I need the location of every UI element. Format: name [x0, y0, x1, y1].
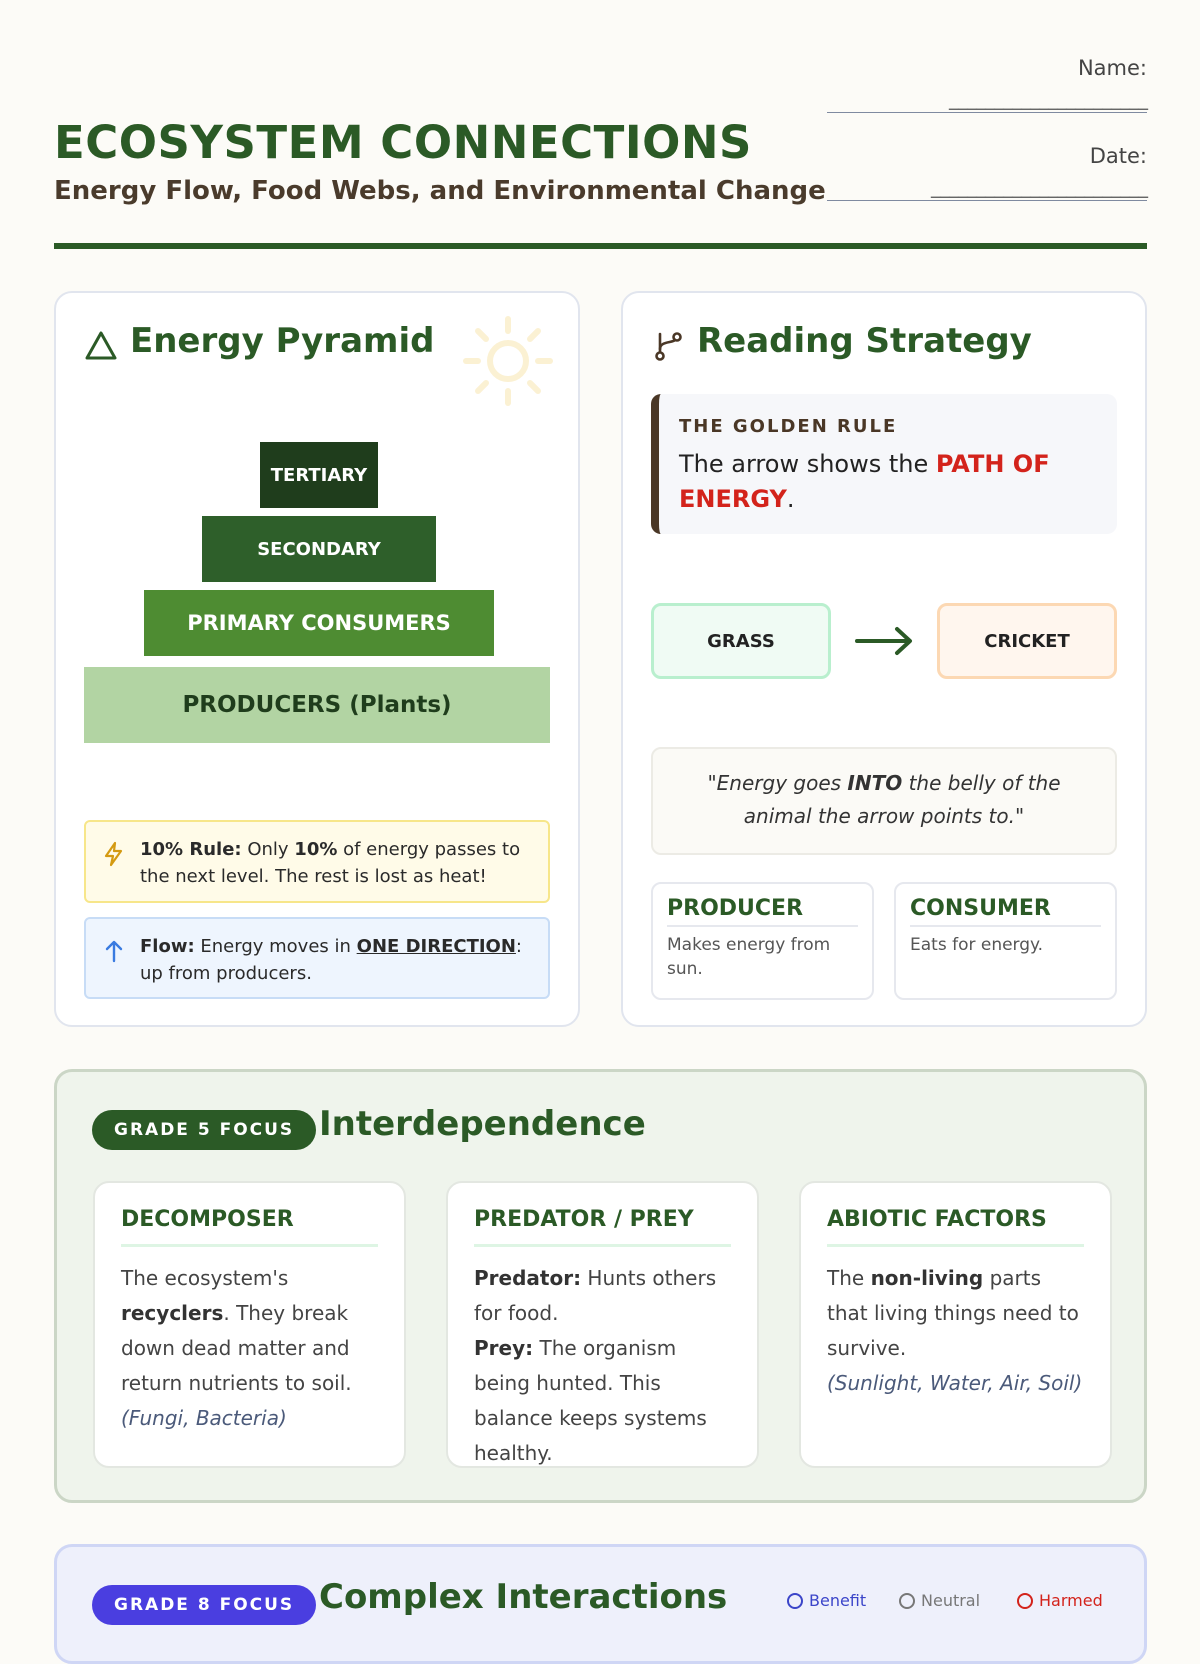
abiotic-examples: (Sunlight, Water, Air, Soil): [827, 1371, 1083, 1395]
grade-8-badge: GRADE 8 FOCUS: [92, 1585, 316, 1625]
prey-text: The organism being hunted. This balance keeps systems healthy.: [474, 1336, 707, 1465]
grass-chip: GRASS: [651, 603, 831, 679]
triangle-icon: [84, 329, 118, 363]
pyramid-level-tertiary: TERTIARY: [260, 442, 378, 508]
predator-prey-heading: PREDATOR / PREY: [474, 1207, 731, 1247]
neutral-dot-icon: [899, 1593, 915, 1609]
date-label: Date:: [1089, 144, 1147, 168]
abiotic-body: [827, 1261, 1084, 1401]
page-subtitle: Energy Flow, Food Webs, and Environmental Change: [54, 176, 826, 206]
interdependence-section: [54, 1069, 1147, 1503]
legend-harmed-label: Harmed: [1039, 1591, 1103, 1610]
consumer-description: Eats for energy.: [910, 935, 1044, 955]
quote-text-1: "Energy goes: [707, 771, 848, 795]
producer-definition: [651, 882, 874, 1000]
legend-neutral: [899, 1591, 980, 1610]
abiotic-bold: non-living: [870, 1266, 984, 1290]
golden-rule-text: [679, 447, 1097, 517]
energy-quote: [651, 747, 1117, 855]
sun-icon: [460, 313, 556, 409]
name-label: Name:: [1077, 56, 1147, 80]
producer-description: Makes energy from sun.: [667, 935, 831, 979]
energy-pyramid-title: Energy Pyramid: [130, 321, 435, 361]
predator-label: Predator:: [474, 1266, 582, 1290]
flow-direction: ONE DIRECTION: [356, 936, 516, 957]
arrow-right-icon: [853, 621, 917, 661]
rule-text-2: of energy passes to the next level. The rest is lost as heat!: [140, 839, 521, 887]
golden-text: The arrow shows the: [679, 450, 936, 478]
quote-text-2: the belly of the animal the arrow points to.": [743, 771, 1061, 828]
decomposer-examples: (Fungi, Bacteria): [121, 1406, 287, 1430]
grade-5-badge: GRADE 5 FOCUS: [92, 1110, 316, 1150]
legend-harmed: [1017, 1591, 1103, 1610]
rule-label: 10% Rule:: [140, 839, 242, 860]
cricket-chip: CRICKET: [937, 603, 1117, 679]
abiotic-text-1: The: [827, 1266, 871, 1290]
benefit-dot-icon: [787, 1593, 803, 1609]
golden-end: .: [786, 485, 795, 513]
harmed-dot-icon: [1017, 1593, 1033, 1609]
consumer-definition: [894, 882, 1117, 1000]
pyramid-level-producers: PRODUCERS (Plants): [84, 667, 550, 743]
golden-highlight: PATH OF ENERGY: [679, 450, 1050, 513]
rule-text-1: Only: [241, 839, 295, 860]
worksheet-header: [54, 0, 1147, 250]
abiotic-text-2: parts that living things need to survive.: [827, 1266, 1079, 1360]
name-line[interactable]: ______________________: [827, 86, 1147, 113]
interdependence-title: Interdependence: [319, 1104, 646, 1144]
golden-rule-kicker: THE GOLDEN RULE: [679, 416, 898, 437]
prey-label: Prey:: [474, 1336, 534, 1360]
predator-text: Hunts others for food.: [474, 1266, 717, 1325]
decomposer-bold: recyclers: [121, 1301, 224, 1325]
flow-text-2: : up from producers.: [140, 936, 522, 984]
arrow-up-icon: [100, 937, 128, 965]
decomposer-card: [93, 1181, 406, 1468]
reading-strategy-title: Reading Strategy: [697, 321, 1032, 361]
decomposer-text-1: The ecosystem's: [121, 1266, 289, 1290]
page-title: ECOSYSTEM CONNECTIONS: [54, 116, 752, 169]
complex-interactions-title: Complex Interactions: [319, 1577, 728, 1617]
decomposer-heading: DECOMPOSER: [121, 1207, 378, 1247]
predator-prey-body: [474, 1261, 731, 1471]
abiotic-heading: ABIOTIC FACTORS: [827, 1207, 1084, 1247]
name-field[interactable]: [827, 56, 1147, 113]
legend-benefit: [787, 1591, 866, 1610]
reading-strategy-card: [621, 291, 1147, 1027]
date-line[interactable]: ________________________: [827, 174, 1147, 201]
branch-icon: [651, 329, 685, 363]
flow-note: [84, 917, 550, 999]
abiotic-card: [799, 1181, 1112, 1468]
decomposer-body: [121, 1261, 378, 1436]
lightning-icon: [100, 840, 128, 868]
header-divider: [54, 243, 1147, 249]
pyramid-level-secondary: SECONDARY: [202, 516, 436, 582]
flow-label: Flow:: [140, 936, 195, 957]
energy-pyramid-card: [54, 291, 580, 1027]
quote-emphasis: INTO: [847, 771, 903, 795]
date-field[interactable]: [827, 144, 1147, 201]
complex-interactions-section: [54, 1544, 1147, 1664]
predator-prey-card: [446, 1181, 759, 1468]
decomposer-text-2: . They break down dead matter and return nutrients to soil.: [121, 1301, 352, 1395]
consumer-heading: CONSUMER: [910, 896, 1101, 927]
producer-heading: PRODUCER: [667, 896, 858, 927]
pyramid-level-primary: PRIMARY CONSUMERS: [144, 590, 494, 656]
ten-percent-rule-note: [84, 820, 550, 903]
rule-percent: 10%: [294, 839, 338, 860]
legend-neutral-label: Neutral: [921, 1591, 981, 1610]
flow-text-1: Energy moves in: [194, 936, 357, 957]
golden-rule-box: [651, 394, 1117, 534]
legend-benefit-label: Benefit: [809, 1591, 867, 1610]
